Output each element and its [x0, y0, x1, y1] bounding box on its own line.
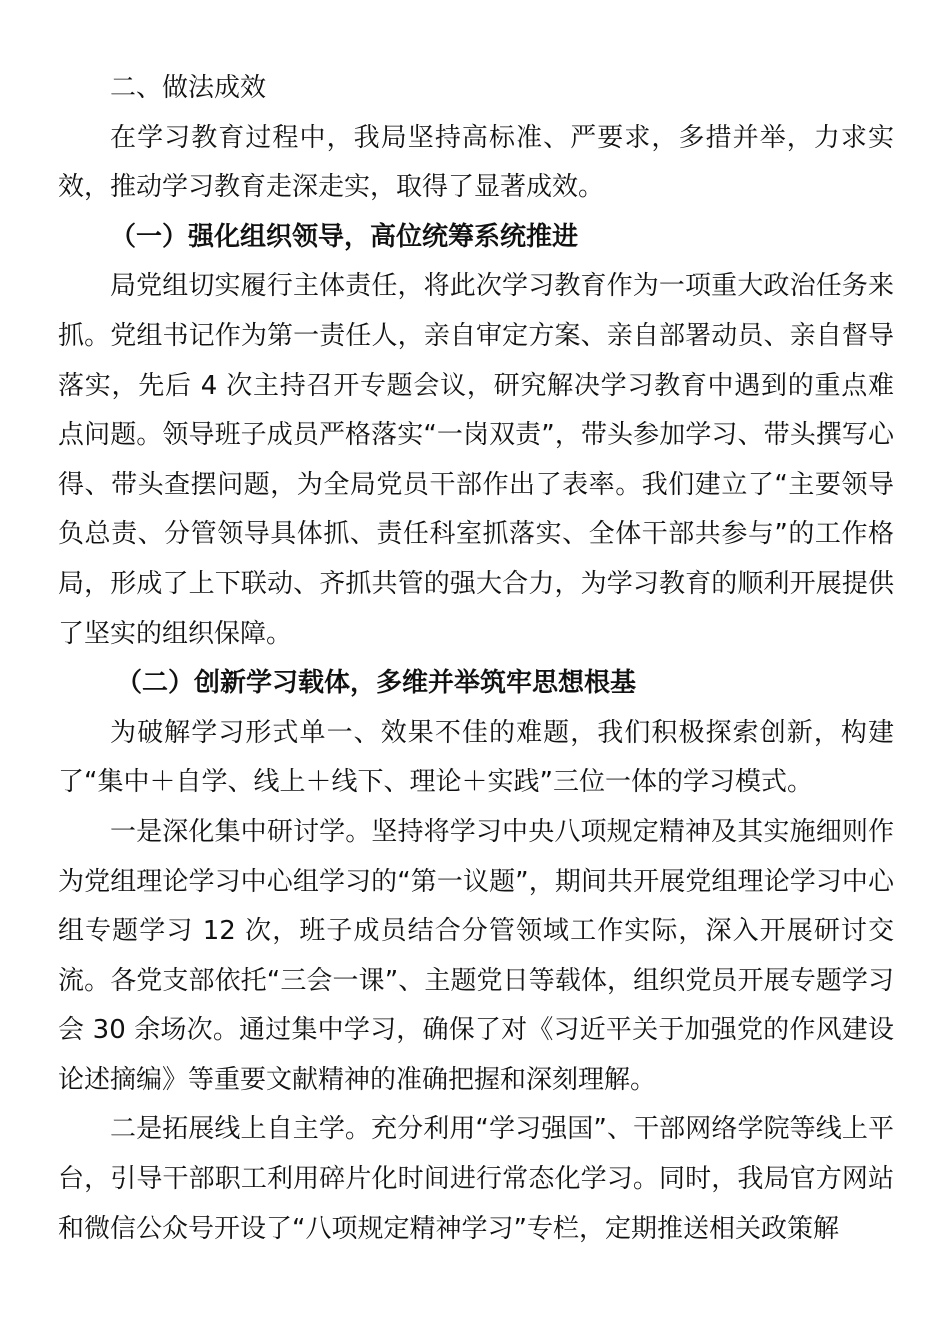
- subsection-2-heading: （二）创新学习载体，多维并举筑牢思想根基: [116, 668, 637, 699]
- subsection-2-paragraph-3: 二是拓展线上自主学。充分利用“学习强国”、干部网络学院等线上平台，引导干部职工利用碎片化时间进行常态化学习。同时，我局官方网站和微信公众号开设了“八项规定精神学习”专栏，定期推送相关政策解: [58, 1114, 894, 1244]
- subsection-2-paragraph-2: 一是深化集中研讨学。坚持将学习中央八项规定精神及其实施细则作为党组理论学习中心组学习的“第一议题”，期间共开展党组理论学习中心组专题学习 12 次，班子成员结合分管领域工作实际，深入开展研讨交流。各党支部依托“三会一课”、主题党日等载体，组织党员开展专题学习会 30 余场次。通过集中学习，确保了对《习近平关于加强党的作风建设论述摘编》等重要文献精神的准确把握和深刻理解。: [58, 816, 894, 1095]
- subsection-1-paragraph: 局党组切实履行主体责任，将此次学习教育作为一项重大政治任务来抓。党组书记作为第一责任人，亲自审定方案、亲自部署动员、亲自督导落实，先后 4 次主持召开专题会议，研究解决学习教育中遇到的重点难点问题。领导班子成员严格落实“一岗双责”，带头参加学习、带头撰写心得、带头查摆问题，为全局党员干部作出了表率。我们建立了“主要领导负总责、分管领导具体抓、责任科室抓落实、全体干部共参与”的工作格局，形成了上下联动、齐抓共管的强大合力，为学习教育的顺利开展提供了坚实的组织保障。: [58, 271, 894, 649]
- subsection-2-paragraph-1: 为破解学习形式单一、效果不佳的难题，我们积极探索创新，构建了“集中＋自学、线上＋线下、理论＋实践”三位一体的学习模式。: [58, 717, 894, 798]
- intro-paragraph: 在学习教育过程中，我局坚持高标准、严要求，多措并举，力求实效，推动学习教育走深走实，取得了显著成效。: [58, 122, 894, 203]
- subsection-1-heading: （一）强化组织领导，高位统筹系统推进: [110, 221, 579, 252]
- document-page: [58, 64, 894, 1254]
- section-title: 二、做法成效: [110, 73, 267, 103]
